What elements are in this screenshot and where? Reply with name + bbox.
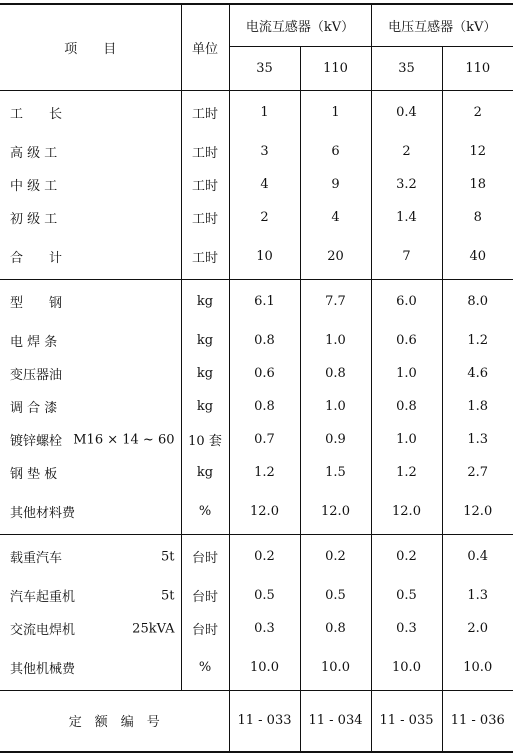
row-spec: M16 × 14 ~ 60 xyxy=(73,432,175,447)
row-name-cell xyxy=(0,357,181,390)
row-unit: 台时 xyxy=(181,612,229,645)
row-name-cell xyxy=(0,90,181,135)
row-name-cell xyxy=(0,579,181,612)
header-voltage-cell: 35 xyxy=(371,46,442,90)
row-name-cell xyxy=(0,645,181,690)
row-value: 6.0 xyxy=(371,279,442,324)
row-value: 0.5 xyxy=(300,579,371,612)
table-row xyxy=(0,201,513,234)
row-value: 0.4 xyxy=(371,90,442,135)
row-value: 12.0 xyxy=(442,489,513,534)
row-value: 0.5 xyxy=(229,579,300,612)
row-value: 6 xyxy=(300,135,371,168)
row-name-cell xyxy=(0,489,181,534)
row-spec: 5t xyxy=(161,588,175,603)
row-value: 0.9 xyxy=(300,423,371,456)
header-unit: 单位 xyxy=(181,4,229,90)
row-value: 20 xyxy=(300,234,371,279)
row-name: 汽车起重机 xyxy=(10,590,76,605)
row-name-cell xyxy=(0,324,181,357)
row-name: 其他材料费 xyxy=(10,505,76,521)
footer-code: 11 - 033 xyxy=(229,690,300,752)
row-unit: 工时 xyxy=(181,201,229,234)
row-unit: kg xyxy=(181,279,229,324)
row-value: 2 xyxy=(229,201,300,234)
header-voltage-transformer: 电压互感器（kV） xyxy=(371,4,513,46)
row-value: 1.4 xyxy=(371,201,442,234)
row-unit: 工时 xyxy=(181,135,229,168)
row-name: 高 级 工 xyxy=(10,146,58,161)
header-item: 项 目 xyxy=(0,4,181,90)
row-value: 10 xyxy=(229,234,300,279)
row-spec: 5t xyxy=(161,549,175,565)
row-value: 1.8 xyxy=(442,390,513,423)
row-unit: % xyxy=(181,489,229,534)
footer-row xyxy=(0,690,513,752)
row-value: 4.6 xyxy=(442,357,513,390)
footer-code: 11 - 036 xyxy=(442,690,513,752)
row-value: 4 xyxy=(229,168,300,201)
row-value: 2.7 xyxy=(442,456,513,489)
table-row xyxy=(0,423,513,456)
table-row xyxy=(0,234,513,279)
table-row xyxy=(0,489,513,534)
row-value: 9 xyxy=(300,168,371,201)
row-name-cell xyxy=(0,168,181,201)
row-unit: % xyxy=(181,645,229,690)
row-value: 1.2 xyxy=(371,456,442,489)
header-voltage-cell: 35 xyxy=(229,46,300,90)
row-value: 1.2 xyxy=(229,456,300,489)
row-name-cell xyxy=(0,612,181,645)
row-name: 载重汽车 xyxy=(10,551,63,567)
table-row xyxy=(0,168,513,201)
row-value: 2 xyxy=(442,90,513,135)
row-name: 工 长 xyxy=(10,107,63,123)
row-value: 0.3 xyxy=(229,612,300,645)
row-value: 12.0 xyxy=(229,489,300,534)
row-name: 中 级 工 xyxy=(10,179,58,194)
row-name: 变压器油 xyxy=(10,368,63,383)
row-value: 4 xyxy=(300,201,371,234)
row-value: 0.3 xyxy=(371,612,442,645)
row-value: 0.8 xyxy=(300,357,371,390)
row-value: 1.0 xyxy=(371,423,442,456)
row-name: 其他机械费 xyxy=(10,661,76,677)
table-row xyxy=(0,135,513,168)
row-value: 10.0 xyxy=(371,645,442,690)
row-name: 钢 垫 板 xyxy=(10,467,58,482)
row-value: 1.3 xyxy=(442,579,513,612)
row-value: 10.0 xyxy=(229,645,300,690)
row-unit: 台时 xyxy=(181,534,229,579)
row-name: 合 计 xyxy=(10,250,63,266)
row-value: 2 xyxy=(371,135,442,168)
row-value: 12 xyxy=(442,135,513,168)
row-value: 1.0 xyxy=(300,390,371,423)
header-voltage-cell: 110 xyxy=(442,46,513,90)
header-current-transformer: 电流互感器（kV） xyxy=(229,4,371,46)
row-unit: kg xyxy=(181,357,229,390)
table-row xyxy=(0,534,513,579)
row-value: 0.8 xyxy=(371,390,442,423)
row-value: 7.7 xyxy=(300,279,371,324)
table-row xyxy=(0,612,513,645)
row-value: 0.2 xyxy=(300,534,371,579)
table-row xyxy=(0,357,513,390)
table-row xyxy=(0,90,513,135)
row-value: 0.8 xyxy=(229,324,300,357)
row-value: 0.6 xyxy=(371,324,442,357)
row-value: 7 xyxy=(371,234,442,279)
row-unit: 台时 xyxy=(181,579,229,612)
row-value: 10.0 xyxy=(442,645,513,690)
row-value: 1.3 xyxy=(442,423,513,456)
row-unit: kg xyxy=(181,324,229,357)
row-value: 8 xyxy=(442,201,513,234)
row-unit: 10 套 xyxy=(181,423,229,456)
row-unit: 工时 xyxy=(181,90,229,135)
row-name-cell xyxy=(0,423,181,456)
row-name: 交流电焊机 xyxy=(10,623,76,638)
row-spec: 25kVA xyxy=(132,621,175,636)
table-row xyxy=(0,324,513,357)
row-name-cell xyxy=(0,534,181,579)
row-name-cell xyxy=(0,390,181,423)
row-value: 2.0 xyxy=(442,612,513,645)
row-value: 1 xyxy=(300,90,371,135)
row-value: 0.2 xyxy=(229,534,300,579)
row-value: 0.4 xyxy=(442,534,513,579)
footer-code: 11 - 034 xyxy=(300,690,371,752)
row-value: 3 xyxy=(229,135,300,168)
row-value: 0.5 xyxy=(371,579,442,612)
row-value: 3.2 xyxy=(371,168,442,201)
row-value: 0.2 xyxy=(371,534,442,579)
row-name: 调 合 漆 xyxy=(10,401,58,416)
row-name: 初 级 工 xyxy=(10,212,58,227)
table-row xyxy=(0,579,513,612)
row-value: 1 xyxy=(229,90,300,135)
row-value: 8.0 xyxy=(442,279,513,324)
row-value: 1.0 xyxy=(371,357,442,390)
row-name: 镀锌螺栓 xyxy=(10,434,63,449)
quota-table xyxy=(0,3,513,753)
row-name-cell xyxy=(0,279,181,324)
table-row xyxy=(0,390,513,423)
header-voltage-cell: 110 xyxy=(300,46,371,90)
row-value: 0.8 xyxy=(300,612,371,645)
row-value: 0.6 xyxy=(229,357,300,390)
row-unit: kg xyxy=(181,390,229,423)
row-value: 0.7 xyxy=(229,423,300,456)
row-name: 型 钢 xyxy=(10,296,63,312)
table-row xyxy=(0,645,513,690)
row-value: 18 xyxy=(442,168,513,201)
row-name-cell xyxy=(0,456,181,489)
row-unit: 工时 xyxy=(181,234,229,279)
row-value: 1.5 xyxy=(300,456,371,489)
row-value: 10.0 xyxy=(300,645,371,690)
footer-code: 11 - 035 xyxy=(371,690,442,752)
table-row xyxy=(0,456,513,489)
row-name-cell xyxy=(0,201,181,234)
row-value: 12.0 xyxy=(300,489,371,534)
row-value: 0.8 xyxy=(229,390,300,423)
row-unit: 工时 xyxy=(181,168,229,201)
row-value: 6.1 xyxy=(229,279,300,324)
row-name-cell xyxy=(0,135,181,168)
row-value: 40 xyxy=(442,234,513,279)
footer-label: 定 额 编 号 xyxy=(0,690,229,752)
row-value: 1.0 xyxy=(300,324,371,357)
row-unit: kg xyxy=(181,456,229,489)
table-row xyxy=(0,279,513,324)
row-name: 电 焊 条 xyxy=(10,335,58,350)
row-value: 1.2 xyxy=(442,324,513,357)
row-name-cell xyxy=(0,234,181,279)
row-value: 12.0 xyxy=(371,489,442,534)
